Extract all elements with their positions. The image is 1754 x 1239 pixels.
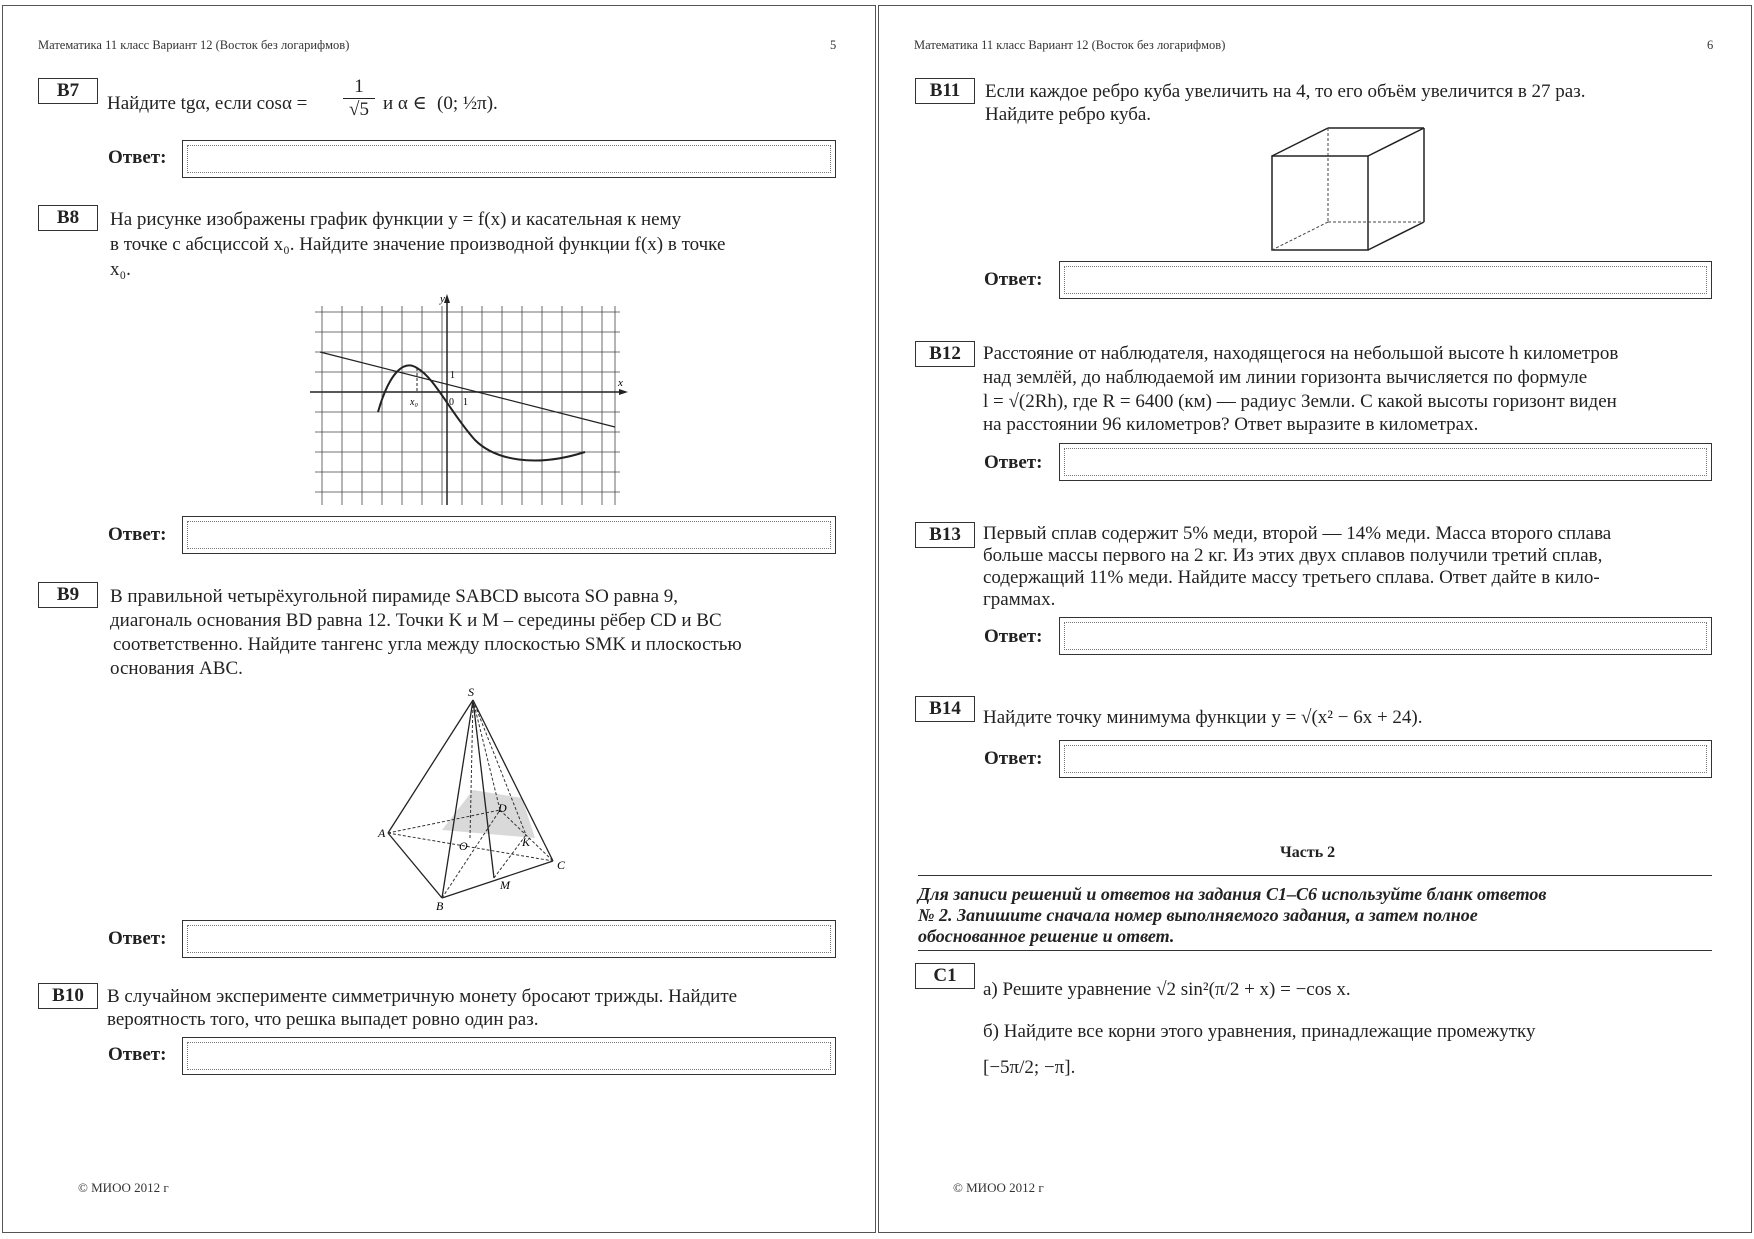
b8-answer-label: Ответ:	[108, 524, 167, 545]
b9-point-k: K	[522, 835, 531, 849]
task-label-b7: B7	[38, 78, 98, 104]
task-label-b11: B11	[915, 78, 975, 104]
b7-fraction-numerator: 1	[354, 76, 364, 97]
b13-line2: больше массы первого на 2 кг. Из этих двух сплавов получили третий сплав,	[983, 545, 1603, 566]
right-page-number: 6	[1707, 38, 1714, 52]
b8-answer-field[interactable]	[182, 516, 836, 554]
b9-vertex-d: D	[498, 801, 507, 815]
part2-top-divider	[918, 875, 1712, 876]
b9-vertex-s: S	[468, 685, 474, 699]
b8-function-graph	[310, 290, 630, 510]
left-page-footer: © МИОО 2012 г	[78, 1180, 169, 1195]
b13-line3: содержащий 11% меди. Найдите массу третьего сплава. Ответ дайте в кило-	[983, 567, 1600, 588]
b13-answer-label: Ответ:	[984, 626, 1043, 647]
b11-cube-figure	[1268, 124, 1430, 256]
b10-line1: В случайном эксперименте симметричную монету бросают трижды. Найдите	[107, 986, 738, 1007]
b9-point-m: M	[500, 878, 510, 892]
b9-point-o: O	[459, 839, 468, 853]
b12-line4: на расстоянии 96 километров? Ответ выразите в километрах.	[983, 414, 1479, 435]
task-label-b9: B9	[38, 582, 98, 608]
b8-label-zero: 0	[449, 397, 454, 408]
b9-vertex-b: B	[436, 899, 444, 910]
b8-label-y: y	[440, 293, 445, 305]
task-label-b14: B14	[915, 696, 975, 722]
b8-function-curve	[378, 365, 585, 460]
part2-bottom-divider	[918, 950, 1712, 951]
c1-part-a: а) Решите уравнение √2 sin²(π/2 + x) = −cos x.	[983, 979, 1351, 1000]
task-label-b13: B13	[915, 522, 975, 548]
b9-vertex-c: C	[557, 858, 566, 872]
b9-answer-label: Ответ:	[108, 928, 167, 949]
b14-text: Найдите точку минимума функции y = √(x² − 6x + 24).	[983, 707, 1423, 728]
b8-label-x: x	[618, 377, 623, 389]
left-page-number: 5	[830, 38, 837, 52]
b12-answer-label: Ответ:	[984, 452, 1043, 473]
part2-instruction-line2: № 2. Запишите сначала номер выполняемого задания, а затем полное	[918, 905, 1478, 925]
left-page-header: Математика 11 класс Вариант 12 (Восток без логарифмов)	[38, 38, 350, 52]
b11-line1: Если каждое ребро куба увеличить на 4, то его объём увеличится в 27 раз.	[985, 81, 1586, 102]
b14-answer-field[interactable]	[1059, 740, 1712, 778]
b8-line3: x₀.	[110, 259, 131, 280]
part2-title: Часть 2	[1280, 844, 1336, 861]
b9-pyramid-figure	[370, 680, 580, 910]
b12-answer-field[interactable]	[1059, 443, 1712, 481]
task-label-b12: B12	[915, 341, 975, 367]
b8-tangent-line	[320, 352, 615, 427]
b8-line1: На рисунке изображены график функции y = f(x) и касательная к нему	[110, 209, 682, 230]
c1-part-b-line1: б) Найдите все корни этого уравнения, принадлежащие промежутку	[983, 1021, 1536, 1042]
b12-line2: над землёй, до наблюдаемой им линии горизонта вычисляется по формуле	[983, 367, 1588, 388]
task-label-c1: C1	[915, 963, 975, 989]
right-page-header: Математика 11 класс Вариант 12 (Восток без логарифмов)	[914, 38, 1226, 52]
b12-line1: Расстояние от наблюдателя, находящегося на небольшой высоте h километров	[983, 343, 1619, 364]
b9-line3: соответственно. Найдите тангенс угла между плоскостью SMK и плоскостью	[113, 634, 742, 655]
b7-interval: (0; ½π).	[437, 93, 498, 114]
b8-line2: в точке с абсциссой x₀. Найдите значение производной функции f(x) в точке	[110, 234, 726, 255]
b13-line4: граммах.	[983, 589, 1056, 610]
b11-answer-field[interactable]	[1059, 261, 1712, 299]
b7-text-mid: и α ∈	[383, 93, 427, 114]
b10-answer-label: Ответ:	[108, 1044, 167, 1065]
b7-fraction-denominator: √5	[343, 98, 375, 121]
b8-label-one-y: 1	[450, 370, 455, 381]
b13-answer-field[interactable]	[1059, 617, 1712, 655]
b11-line2: Найдите ребро куба.	[985, 104, 1152, 125]
b8-label-x0: x₀	[410, 397, 418, 408]
b9-answer-field[interactable]	[182, 920, 836, 958]
b11-answer-label: Ответ:	[984, 269, 1043, 290]
b8-label-one-x: 1	[463, 397, 468, 408]
part2-instruction-line3: обоснованное решение и ответ.	[918, 926, 1175, 946]
right-page-footer: © МИОО 2012 г	[953, 1180, 1044, 1195]
b9-line2: диагональ основания BD равна 12. Точки K и M – середины рёбер CD и BC	[110, 610, 722, 631]
b10-answer-field[interactable]	[182, 1037, 836, 1075]
c1-part-b-line2: [−5π/2; −π].	[983, 1057, 1076, 1078]
b10-line2: вероятность того, что решка выпадет ровно один раз.	[107, 1009, 539, 1030]
task-label-b8: B8	[38, 205, 98, 231]
b7-answer-field[interactable]	[182, 140, 836, 178]
b9-line4: основания ABC.	[110, 658, 243, 679]
b9-line1: В правильной четырёхугольной пирамиде SABCD высота SO равна 9,	[110, 586, 679, 607]
b7-answer-label: Ответ:	[108, 147, 167, 168]
b14-answer-label: Ответ:	[984, 748, 1043, 769]
b13-line1: Первый сплав содержит 5% меди, второй — 14% меди. Масса второго сплава	[983, 523, 1612, 544]
b7-fraction	[343, 76, 375, 121]
b9-vertex-a: A	[378, 826, 386, 840]
b12-line3: l = √(2Rh), где R = 6400 (км) — радиус Земли. С какой высоты горизонт виден	[983, 391, 1617, 412]
part2-instruction-line1: Для записи решений и ответов на задания С1–С6 используйте бланк ответов	[918, 884, 1547, 904]
b7-text-before: Найдите tgα, если cosα =	[107, 93, 308, 114]
task-label-b10: B10	[38, 983, 98, 1009]
